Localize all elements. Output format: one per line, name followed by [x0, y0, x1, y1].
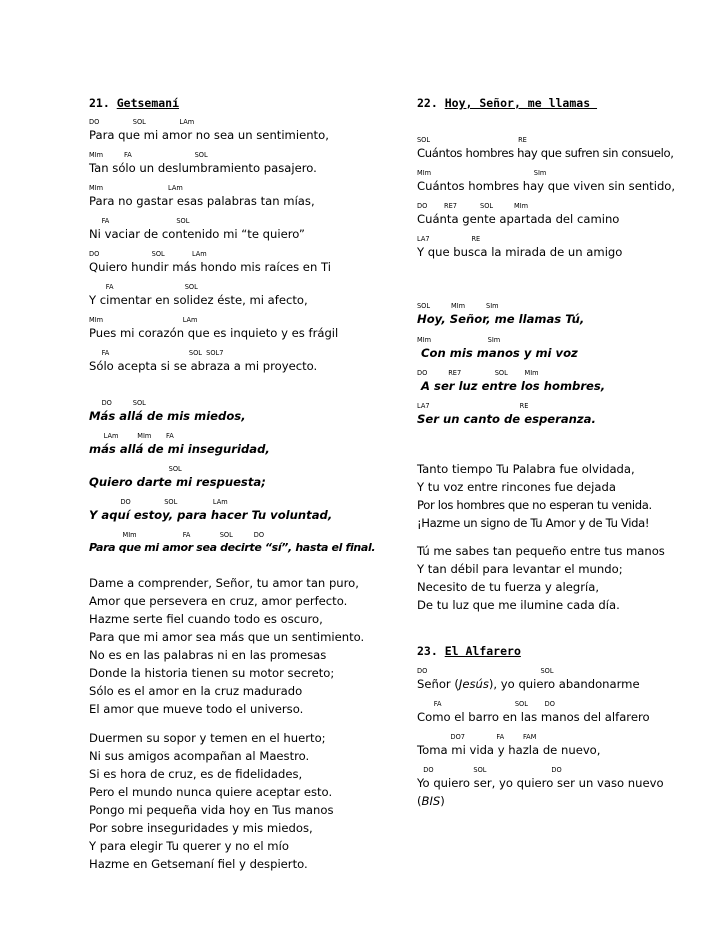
song-number: 23.	[417, 644, 438, 658]
lyric-line: Duermen su sopor y temen en el huerto;	[89, 731, 326, 745]
lyric-fragment: Señor (	[417, 677, 459, 691]
lyric-line: Como el barro en las manos del alfarero	[417, 710, 650, 724]
bis-line	[417, 794, 445, 808]
chord-line: MIm LAm	[89, 184, 183, 192]
lyric-line: Por sobre inseguridades y mis miedos,	[89, 821, 313, 835]
song-number: 21.	[89, 96, 110, 110]
lyric-line: Cuánta gente apartada del camino	[417, 212, 620, 226]
lyric-line: Hazme serte fiel cuando todo es oscuro,	[89, 612, 323, 626]
chorus-line: Para que mi amor sea decirte “sí”, hasta el final.	[89, 541, 376, 554]
lyric-line: Tú me sabes tan pequeño entre tus manos	[417, 544, 665, 558]
chord-line: FA SOL	[89, 217, 190, 225]
song-number: 22.	[417, 96, 438, 110]
lyric-line: Pues mi corazón que es inquieto y es frágil	[89, 326, 339, 340]
chord-line: DO RE7 SOL MIm	[417, 202, 529, 210]
lyric-line: Pero el mundo nunca quiere aceptar esto.	[89, 785, 333, 799]
song-23-heading	[417, 644, 521, 658]
lyric-fragment: ), yo quiero abandonarme	[488, 677, 640, 691]
chord-line: FA SOL SOL7	[89, 349, 224, 357]
lyric-italic: Jesús	[458, 677, 489, 691]
chord-line: DO RE7 SOL MIm	[417, 369, 539, 377]
bis-paren: (	[417, 794, 422, 808]
lyric-line: Y para elegir Tu querer y no el mío	[89, 839, 289, 853]
lyric-line: Ni vaciar de contenido mi “te quiero”	[89, 227, 305, 241]
chorus-line: Y aquí estoy, para hacer Tu voluntad,	[89, 508, 333, 522]
lyric-line: Y que busca la mirada de un amigo	[417, 245, 623, 259]
lyric-line: Por los hombres que no esperan tu venida.	[417, 498, 652, 512]
chorus-line: más allá de mi inseguridad,	[89, 442, 270, 456]
chord-line: MIm FA SOL DO	[89, 531, 265, 539]
lyric-line: De tu luz que me ilumine cada día.	[417, 598, 620, 612]
chord-line: SOL MIm SIm	[417, 302, 499, 310]
song-title: El Alfarero	[444, 644, 521, 658]
lyric-line: Cuántos hombres hay que viven sin sentido,	[417, 179, 676, 193]
lyric-line: Para que mi amor no sea un sentimiento,	[89, 128, 329, 142]
lyric-line: Yo quiero ser, yo quiero ser un vaso nuevo	[417, 776, 664, 790]
chorus-line: Hoy, Señor, me llamas Tú,	[417, 312, 585, 326]
lyric-line: No es en las palabras ni en las promesas	[89, 648, 327, 662]
chord-line: DO SOL LAm	[89, 498, 228, 506]
lyric-line: Quiero hundir más hondo mis raíces en Ti	[89, 260, 331, 274]
chord-line: MIm SIm	[417, 169, 547, 177]
chord-line: DO SOL DO	[417, 766, 562, 774]
chord-line: DO SOL LAm	[89, 250, 207, 258]
lyric-line: Hazme en Getsemaní fiel y despierto.	[89, 857, 308, 871]
chord-line: MIm LAm	[89, 316, 198, 324]
lyric-line: Para no gastar esas palabras tan mías,	[89, 194, 315, 208]
song-21-heading	[89, 96, 179, 110]
song-title: Getsemaní	[116, 96, 180, 110]
chord-line: SOL RE	[417, 136, 527, 144]
lyric-line: Toma mi vida y hazla de nuevo,	[417, 743, 601, 757]
chorus-line: A ser luz entre los hombres,	[417, 379, 606, 393]
song-title: Hoy, Señor, me llamas	[444, 96, 598, 110]
chorus-line: Ser un canto de esperanza.	[417, 412, 596, 426]
lyric-line: Y tu voz entre rincones fue dejada	[417, 480, 616, 494]
lyric-line: Tanto tiempo Tu Palabra fue olvidada,	[417, 462, 635, 476]
lyric-line: Ni sus amigos acompañan al Maestro.	[89, 749, 310, 763]
chord-line: LA7 RE	[417, 402, 529, 410]
lyric-line: Dame a comprender, Señor, tu amor tan puro,	[89, 576, 359, 590]
chorus-line: Quiero darte mi respuesta;	[89, 475, 266, 489]
lyric-line: Necesito de tu fuerza y alegría,	[417, 580, 600, 594]
lyric-line: Tan sólo un deslumbramiento pasajero.	[89, 161, 317, 175]
chord-line: DO7 FA FAM	[417, 733, 537, 741]
lyric-line: ¡Hazme un signo de Tu Amor y de Tu Vida!	[417, 516, 650, 530]
chord-line: DO SOL	[89, 399, 146, 407]
song-22-heading	[417, 96, 597, 110]
chord-line: SOL	[89, 465, 182, 473]
lyric-line: Para que mi amor sea más que un sentimiento.	[89, 630, 365, 644]
bis-label: BIS	[421, 794, 441, 808]
chord-line: FA SOL DO	[417, 700, 555, 708]
chord-line: FA SOL	[89, 283, 198, 291]
chord-line: MIm SIm	[417, 336, 501, 344]
lyric-line: Sólo es el amor en la cruz madurado	[89, 684, 303, 698]
chorus-line: Con mis manos y mi voz	[417, 346, 578, 360]
chord-line: LA7 RE	[417, 235, 481, 243]
chord-line: LAm MIm FA	[89, 432, 174, 440]
chorus-line: Más allá de mis miedos,	[89, 409, 246, 423]
lyric-line: Donde la historia tienen su motor secreto;	[89, 666, 335, 680]
chord-line: MIm FA SOL	[89, 151, 208, 159]
chord-line: DO SOL	[417, 667, 554, 675]
lyric-line	[417, 677, 640, 691]
lyric-line: Cuántos hombres hay que sufren sin consuelo,	[417, 146, 674, 160]
lyric-line: Y cimentar en solidez éste, mi afecto,	[89, 293, 308, 307]
lyric-line: Si es hora de cruz, es de fidelidades,	[89, 767, 303, 781]
bis-paren: )	[440, 794, 445, 808]
lyric-line: Pongo mi pequeña vida hoy en Tus manos	[89, 803, 334, 817]
lyric-line: Y tan débil para levantar el mundo;	[417, 562, 623, 576]
lyric-line: El amor que mueve todo el universo.	[89, 702, 304, 716]
chord-line: DO SOL LAm	[89, 118, 195, 126]
lyric-line: Sólo acepta si se abraza a mi proyecto.	[89, 359, 318, 373]
lyric-line: Amor que persevera en cruz, amor perfecto.	[89, 594, 348, 608]
